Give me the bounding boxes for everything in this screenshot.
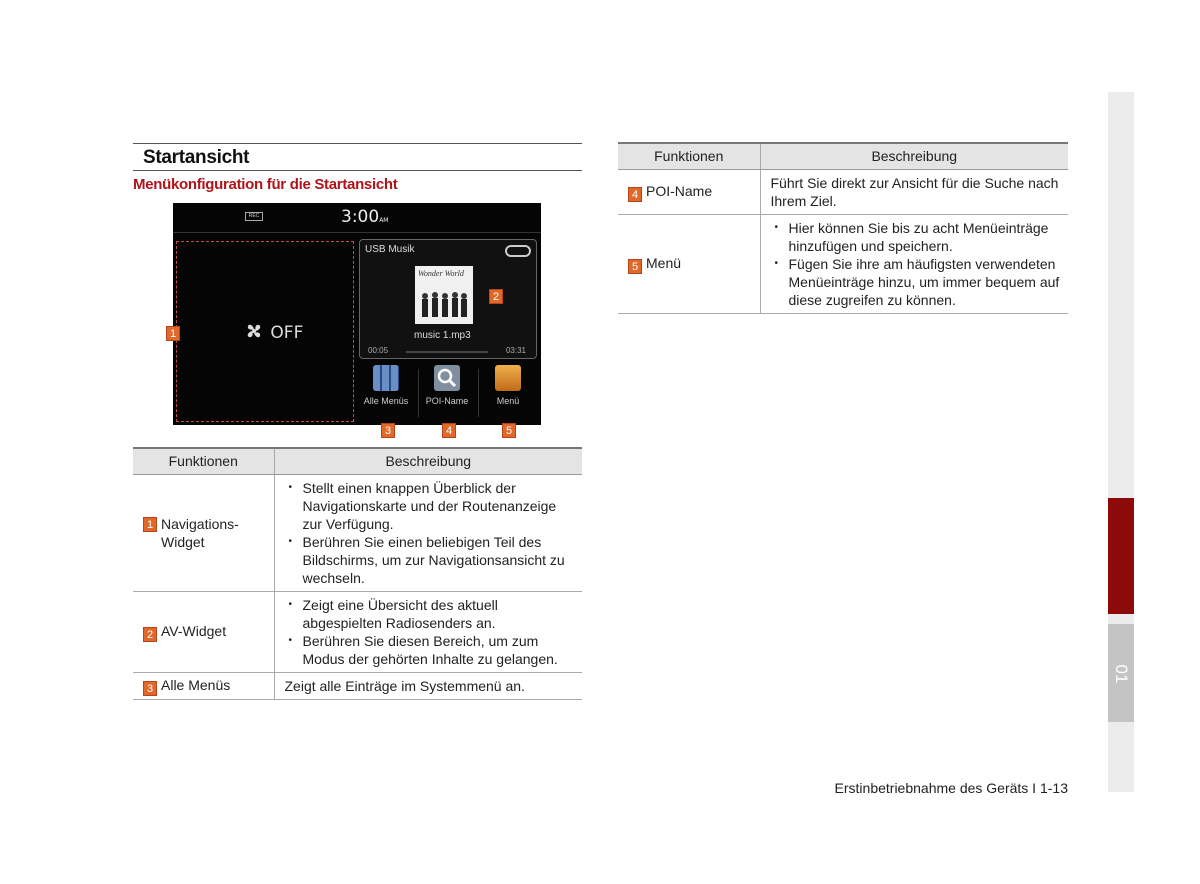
description-cell bbox=[274, 591, 582, 672]
rec-icon: REC bbox=[245, 212, 263, 221]
row-marker: 3 bbox=[143, 681, 157, 696]
table-row bbox=[618, 214, 1068, 313]
album-art bbox=[415, 266, 473, 324]
progress-bar[interactable] bbox=[406, 351, 488, 353]
time-total: 03:31 bbox=[505, 346, 526, 355]
function-cell bbox=[133, 474, 274, 591]
track-name: music 1.mp3 bbox=[414, 330, 471, 341]
row-marker: 5 bbox=[628, 259, 642, 274]
row-marker: 1 bbox=[143, 517, 157, 532]
function-cell bbox=[133, 672, 274, 699]
subtitle: Menükonfiguration für die Startansicht bbox=[133, 176, 398, 193]
column-header-description: Beschreibung bbox=[760, 143, 1068, 169]
poi-name-label: POI-Name bbox=[425, 396, 469, 406]
climate-status bbox=[243, 320, 303, 343]
chapter-number: 01 bbox=[1112, 664, 1131, 684]
column-header-functions: Funktionen bbox=[618, 143, 760, 169]
magnifier-icon bbox=[434, 365, 460, 391]
fan-icon bbox=[243, 320, 265, 342]
function-name: Menü bbox=[646, 254, 682, 271]
callout-marker-5: 5 bbox=[502, 423, 516, 438]
description-cell bbox=[760, 214, 1068, 313]
chapter-color-band bbox=[1108, 498, 1134, 614]
grid-icon bbox=[373, 365, 399, 391]
table-row bbox=[133, 591, 582, 672]
table-row bbox=[133, 672, 582, 699]
functions-table-left bbox=[133, 447, 582, 700]
column-header-functions: Funktionen bbox=[133, 448, 274, 474]
callout-marker-3: 3 bbox=[381, 423, 395, 438]
section-title-block bbox=[133, 143, 582, 171]
all-menus-label: Alle Menüs bbox=[363, 396, 409, 406]
function-name: Alle Menüs bbox=[161, 676, 231, 693]
function-name: Navigations-Widget bbox=[161, 515, 239, 550]
climate-off-label: OFF bbox=[270, 323, 304, 343]
row-marker: 4 bbox=[628, 187, 642, 202]
menu-label: Menü bbox=[496, 396, 520, 406]
table-row bbox=[133, 474, 582, 591]
description-bullet: • Stellt einen knappen Überblick der Navigationskarte und der Routenanzeige zur Verfügung. bbox=[285, 479, 575, 533]
description-cell bbox=[274, 474, 582, 591]
description-bullet: • Fügen Sie ihre am häufigsten verwendeten Menüeinträge hinzu, um immer bequem auf diese zugreifen zu können. bbox=[771, 255, 1061, 309]
time-elapsed: 00:05 bbox=[368, 346, 389, 355]
function-name: AV-Widget bbox=[161, 622, 227, 639]
all-menus-shortcut[interactable] bbox=[356, 365, 416, 417]
status-bar bbox=[173, 203, 541, 233]
functions-table-right bbox=[618, 142, 1068, 314]
clock-suffix: AM bbox=[379, 217, 389, 224]
description-bullet: • Zeigt eine Übersicht des aktuell abgespielten Radiosenders an. bbox=[285, 596, 575, 632]
poi-name-shortcut[interactable] bbox=[417, 365, 477, 417]
table-row bbox=[618, 169, 1068, 214]
chapter-tab bbox=[1108, 624, 1134, 722]
av-widget[interactable] bbox=[359, 239, 537, 359]
media-source-icon bbox=[505, 245, 531, 257]
callout-marker-1: 1 bbox=[166, 326, 180, 341]
row-marker: 2 bbox=[143, 627, 157, 642]
folder-icon bbox=[495, 365, 521, 391]
page-footer: Erstinbetriebnahme des Geräts I 1-13 bbox=[834, 780, 1068, 796]
description-cell: Führt Sie direkt zur Ansicht für die Suche nach Ihrem Ziel. bbox=[760, 169, 1068, 214]
clock-time: 3:00 bbox=[341, 207, 380, 227]
callout-marker-2: 2 bbox=[489, 289, 503, 304]
navigation-widget[interactable] bbox=[176, 241, 354, 422]
menu-shortcut[interactable] bbox=[478, 365, 538, 417]
description-bullet: • Hier können Sie bis zu acht Menüeinträge hinzufügen und speichern. bbox=[771, 219, 1061, 255]
function-cell bbox=[133, 591, 274, 672]
album-people-image bbox=[419, 290, 469, 320]
function-name: POI-Name bbox=[646, 182, 713, 199]
function-cell bbox=[618, 169, 760, 214]
column-header-description: Beschreibung bbox=[274, 448, 582, 474]
description-bullet: • Berühren Sie diesen Bereich, um zum Modus der gehörten Inhalte zu gelangen. bbox=[285, 632, 575, 668]
description-bullet: • Berühren Sie einen beliebigen Teil des Bildschirms, um zur Navigationsansicht zu wechseln. bbox=[285, 533, 575, 587]
home-screen-screenshot bbox=[173, 203, 541, 425]
clock bbox=[341, 207, 388, 227]
description-cell: Zeigt alle Einträge im Systemmenü an. bbox=[274, 672, 582, 699]
page-title: Startansicht bbox=[143, 147, 250, 168]
album-title: Wonder World bbox=[418, 269, 464, 278]
callout-marker-4: 4 bbox=[442, 423, 456, 438]
function-cell bbox=[618, 214, 760, 313]
av-source-title: USB Musik bbox=[365, 244, 415, 255]
